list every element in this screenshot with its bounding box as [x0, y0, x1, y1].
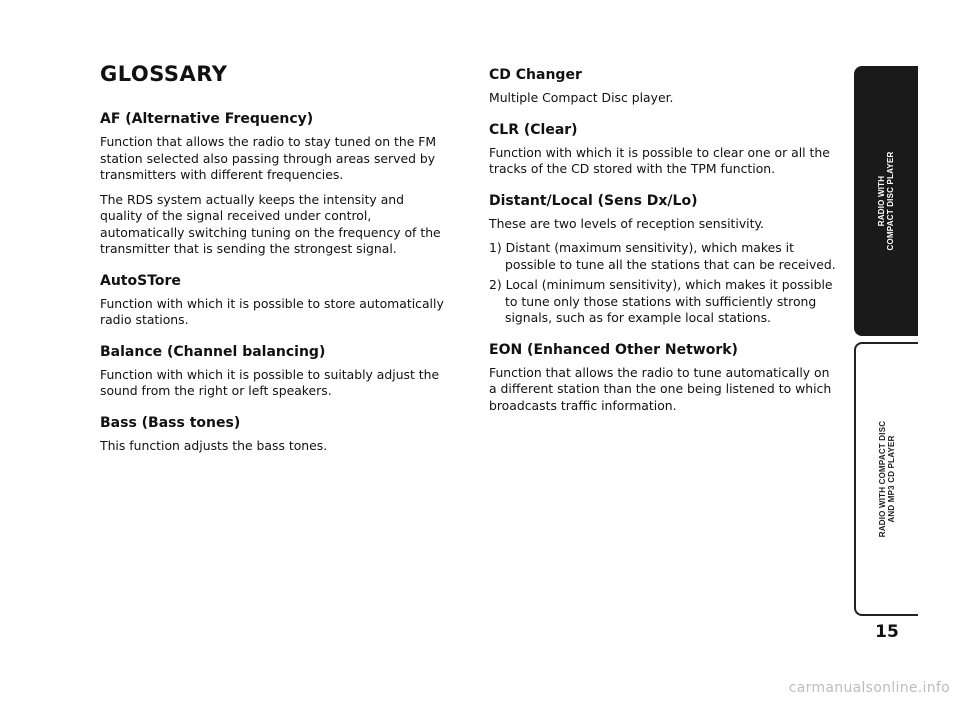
glossary-term: AF (Alternative Frequency): [100, 111, 314, 127]
glossary-term: AutoSTore: [100, 272, 181, 289]
section-tab-radio-cd[interactable]: [854, 66, 918, 336]
glossary-definition: Function with which it is possible to clear one or all the tracks of the CD stored with the TPM function.: [489, 144, 830, 176]
glossary-entry-cd-changer: [489, 66, 837, 107]
list-item: 2) Local (minimum sensitivity), which makes it possible to tune only those stations with sufficiently strong signals, such as for example local stations.: [489, 277, 833, 325]
section-tab-label: RADIO WITH COMPACT DISC PLAYER: [877, 151, 895, 251]
right-column: [489, 66, 837, 428]
glossary-entry-autostore: [100, 272, 445, 329]
glossary-entry-bass: [100, 414, 445, 455]
glossary-definition: This function adjusts the bass tones.: [100, 437, 328, 453]
glossary-definition: Multiple Compact Disc player.: [489, 90, 674, 105]
glossary-entry-distant-local: [489, 192, 837, 327]
glossary-definition: Function that allows the radio to tune automatically on a different station than the one being listened to which broadcasts traffic information.: [489, 364, 832, 413]
glossary-definition: The RDS system actually keeps the intensity and quality of the signal received under control, automatically switching tuning on the frequency of the transmitter that is sending the strongest signal.: [100, 191, 441, 256]
glossary-entry-eon: [489, 341, 837, 415]
left-column: [100, 110, 445, 468]
glossary-term: CLR (Clear): [489, 121, 578, 138]
page-title: GLOSSARY: [100, 62, 228, 86]
section-tab-label: RADIO WITH COMPACT DISC AND MP3 CD PLAYER: [878, 420, 896, 538]
section-tab-radio-cd-mp3[interactable]: [854, 342, 918, 616]
glossary-term: Bass (Bass tones): [100, 414, 241, 431]
glossary-term: EON (Enhanced Other Network): [489, 341, 738, 358]
list-item: 1) Distant (maximum sensitivity), which makes it possible to tune all the stations that can be received.: [489, 240, 836, 272]
sensitivity-list: [489, 240, 837, 327]
watermark: carmanualsonline.info: [788, 680, 950, 696]
glossary-entry-clr: [489, 121, 837, 178]
glossary-term: Balance (Channel balancing): [100, 343, 326, 360]
glossary-entry-af: [100, 110, 445, 258]
glossary-definition: Function with which it is possible to suitably adjust the sound from the right or left speakers.: [100, 366, 440, 398]
glossary-term: Distant/Local (Sens Dx/Lo): [489, 192, 698, 209]
page-number: 15: [875, 622, 899, 642]
glossary-term: CD Changer: [489, 67, 582, 83]
glossary-definition: These are two levels of reception sensitivity.: [489, 215, 764, 231]
glossary-definition: Function that allows the radio to stay tuned on the FM station selected also passing through areas served by transmitters with different frequencies.: [100, 134, 437, 182]
glossary-definition: Function with which it is possible to store automatically radio stations.: [100, 295, 444, 327]
glossary-entry-balance: [100, 343, 445, 400]
